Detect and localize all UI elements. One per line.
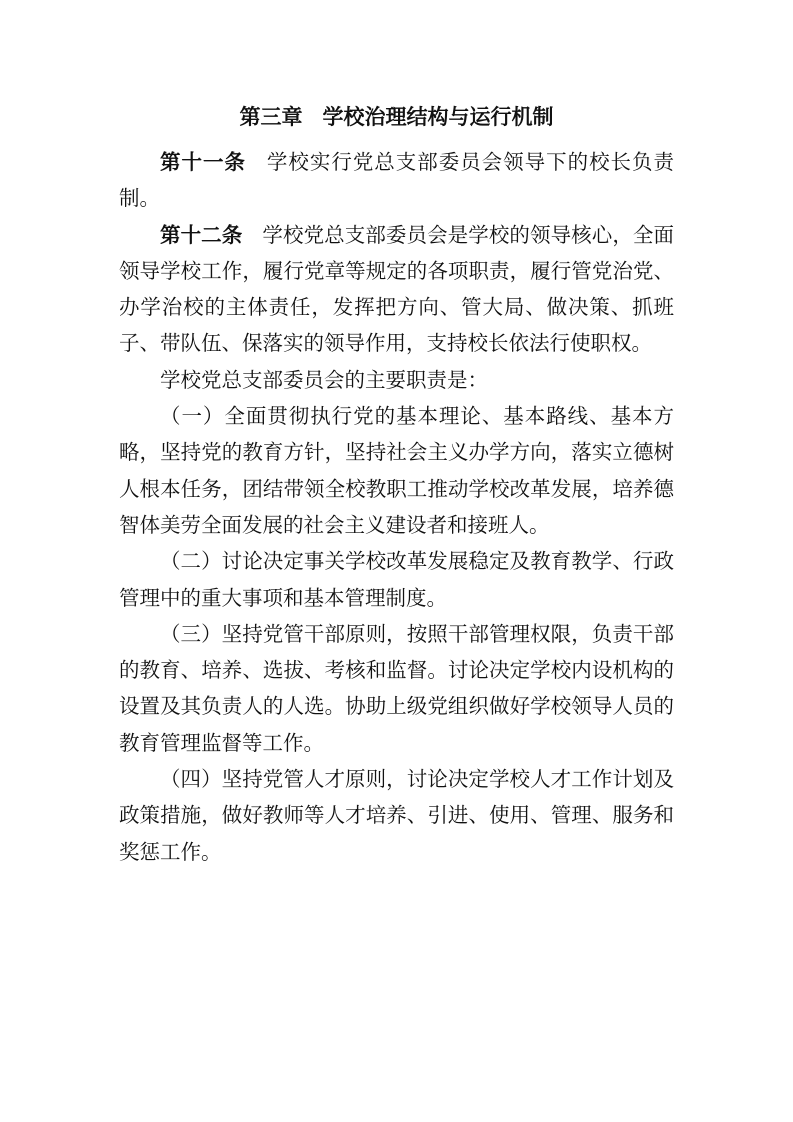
chapter-title: 学校治理结构与运行机制 <box>322 105 554 129</box>
paragraph-text: （三）坚持党管干部原则，按照干部管理权限，负责干部的教育、培养、选拔、考核和监督。讨论决定学校内设机构的设置及其负责人的人选。协助上级党组织做好学校领导人员的教育管理监督等工作。 <box>119 621 674 755</box>
article-text: 学校党总支部委员会是学校的领导核心，全面领导学校工作，履行党章等规定的各项职责，履行管党治党、办学治校的主体责任，发挥把方向、管大局、做决策、抓班子、带队伍、保落实的领导作用，支持校长依法行使职权。 <box>119 222 675 356</box>
article-number: 第十二条 <box>160 222 243 247</box>
chapter-heading <box>0 102 793 132</box>
duty-item-2 <box>119 543 674 616</box>
duty-item-3 <box>119 616 674 761</box>
paragraph-text: （二）讨论决定事关学校改革发展稳定及教育教学、行政管理中的重大事项和基本管理制度。 <box>119 549 674 610</box>
article-12 <box>119 217 674 362</box>
document-body <box>119 144 674 870</box>
paragraph-text: （四）坚持党管人才原则，讨论决定学校人才工作计划及政策措施，做好教师等人才培养、引进、使用、管理、服务和奖惩工作。 <box>119 767 674 864</box>
article-number: 第十一条 <box>160 150 246 174</box>
duty-item-4 <box>119 761 674 870</box>
duties-intro <box>119 362 674 398</box>
chapter-number: 第三章 <box>239 105 303 129</box>
paragraph-text: 学校党总支部委员会的主要职责是： <box>160 367 488 392</box>
article-text: 学校实行党总支部委员会领导下的校长负责制。 <box>119 150 675 211</box>
duty-item-1 <box>119 398 674 543</box>
article-11 <box>119 144 674 217</box>
paragraph-text: （一）全面贯彻执行党的基本理论、基本路线、基本方略，坚持党的教育方针，坚持社会主义办学方向，落实立德树人根本任务，团结带领全校教职工推动学校改革发展，培养德智体美劳全面发展的社会主义建设者和接班人。 <box>119 404 674 537</box>
